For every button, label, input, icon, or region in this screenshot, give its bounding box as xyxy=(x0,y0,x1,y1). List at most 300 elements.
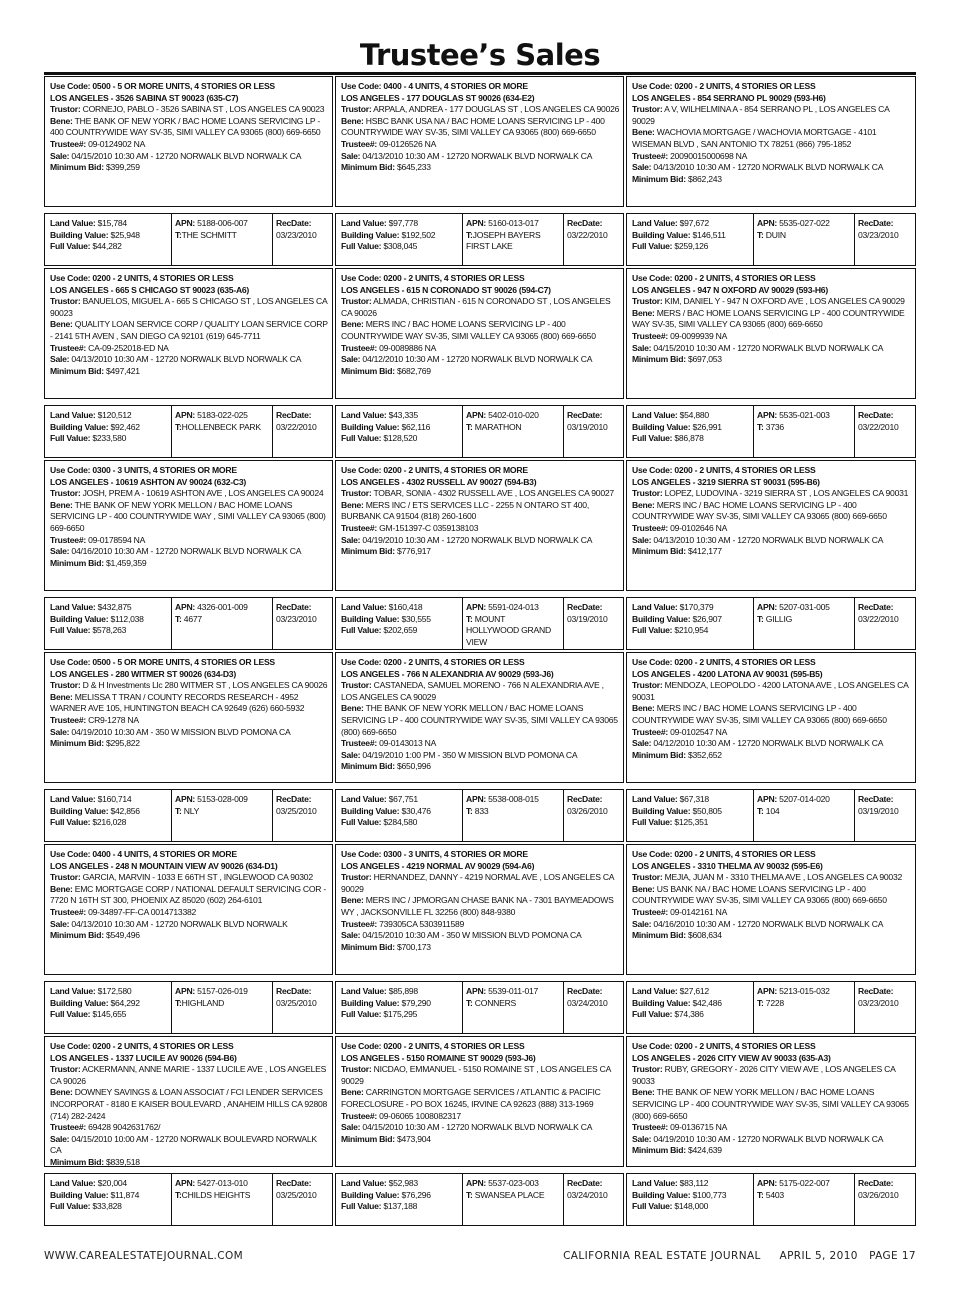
sale-label: Sale: xyxy=(341,150,361,161)
trustee-line xyxy=(50,535,329,547)
recdate-value: 03/26/2010 xyxy=(858,1189,899,1200)
trustor-label: Trustor: xyxy=(632,488,663,499)
trustor-label: Trustor: xyxy=(50,1064,81,1075)
use-code: Use Code: 0200 - 2 UNITS, 4 STORIES OR MORE xyxy=(341,465,528,475)
land-value-label: Land Value: xyxy=(341,410,387,420)
bene-line xyxy=(50,116,329,139)
sale-value: 04/13/2010 10:30 AM - 12720 NORWALK BLVD NORWALK CA xyxy=(360,150,593,161)
trustee-label: Trustee#: xyxy=(632,1122,668,1133)
use-code: Use Code: 0200 - 2 UNITS, 4 STORIES OR LESS xyxy=(341,657,525,667)
land-value: $83,112 xyxy=(677,1178,709,1188)
min-bid-label: Minimum Bid: xyxy=(632,930,686,941)
land-value-label: Land Value: xyxy=(632,602,678,612)
trustee-label: Trustee#: xyxy=(50,906,86,917)
tract-label: T: xyxy=(757,1189,764,1200)
land-value-label: Land Value: xyxy=(632,1178,678,1188)
sale-label: Sale: xyxy=(341,1122,361,1133)
page-title: Trustee’s Sales xyxy=(359,38,601,72)
land-value: $15,784 xyxy=(95,218,127,228)
property-address: LOS ANGELES - 10619 ASHTON AV 90024 (632-C3) xyxy=(50,476,246,487)
trustor-value: MEJIA, JUAN M - 3310 THELMA AVE , LOS ANGELES CA 90032 xyxy=(662,872,903,883)
trustee-label: Trustee#: xyxy=(632,906,668,917)
trustor-label: Trustor: xyxy=(50,680,81,691)
trustee-value: 09-06065 1008082317 xyxy=(376,1110,461,1121)
sale-value: 04/16/2010 10:30 AM - 12720 NORWALK BLVD NORWALK CA xyxy=(69,546,302,557)
bene-label: Bene: xyxy=(50,1087,73,1098)
trustor-label: Trustor: xyxy=(50,872,81,883)
recdate-value: 03/25/2010 xyxy=(276,805,317,816)
values-cell xyxy=(627,214,754,265)
recdate-cell xyxy=(564,406,623,457)
recdate-label: RecDate: xyxy=(858,1178,894,1188)
recdate-label: RecDate: xyxy=(858,218,894,228)
full-value: $137,188 xyxy=(381,1201,418,1212)
trustor-label: Trustor: xyxy=(632,872,663,883)
trustor-label: Trustor: xyxy=(632,680,663,691)
sale-line xyxy=(341,750,620,762)
values-cell xyxy=(336,214,463,265)
trustor-label: Trustor: xyxy=(50,296,81,307)
values-cell xyxy=(627,598,754,649)
recdate-cell xyxy=(564,790,623,841)
apn-label: APN: xyxy=(757,218,778,228)
bene-line xyxy=(341,703,620,738)
full-value-label: Full Value: xyxy=(341,1009,382,1020)
trustor-label: Trustor: xyxy=(341,1064,372,1075)
min-bid-label: Minimum Bid: xyxy=(632,546,686,557)
use-code: Use Code: 0200 - 2 UNITS, 4 STORIES OR LESS xyxy=(341,273,525,283)
property-address: LOS ANGELES - 248 N MOUNTAIN VIEW AV 90026 (634-D1) xyxy=(50,860,278,871)
land-value: $52,983 xyxy=(386,1178,418,1188)
building-value-label: Building Value: xyxy=(341,805,400,816)
sale-line xyxy=(632,343,912,355)
recdate-cell xyxy=(564,598,623,649)
sale-label: Sale: xyxy=(50,918,70,929)
apn-cell xyxy=(172,214,273,265)
apn-cell xyxy=(172,982,273,1033)
trustee-sale-listing xyxy=(44,268,333,458)
apn-label: APN: xyxy=(757,410,778,420)
bene-label: Bene: xyxy=(632,883,655,894)
trustee-label: Trustee#: xyxy=(50,1122,86,1133)
apn-cell xyxy=(463,1174,564,1225)
sale-line xyxy=(50,546,329,558)
min-bid-value: $473,904 xyxy=(394,1133,431,1144)
apn-cell xyxy=(463,214,564,265)
sale-value: 04/19/2010 10:30 AM - 350 W MISSION BLVD POMONA CA xyxy=(69,726,291,737)
recdate-value: 03/22/2010 xyxy=(276,421,317,432)
bene-label: Bene: xyxy=(341,1087,364,1098)
tract-value: 3736 xyxy=(763,421,784,432)
trustee-sale-listing xyxy=(626,460,916,650)
land-value: $27,612 xyxy=(677,986,709,996)
bene-label: Bene: xyxy=(341,499,364,510)
building-value: $30,555 xyxy=(399,613,431,624)
recdate-label: RecDate: xyxy=(567,986,603,996)
min-bid-line xyxy=(50,738,329,750)
sale-line xyxy=(341,930,620,942)
trustor-value: KIM, DANIEL Y - 947 N OXFORD AVE , LOS ANGELES CA 90029 xyxy=(662,296,905,307)
sale-value: 04/12/2010 10:30 AM - 12720 NORWALK BLVD NORWALK CA xyxy=(360,354,593,365)
apn-value: 5207-014-020 xyxy=(777,794,830,804)
recdate-cell xyxy=(273,406,332,457)
building-value-label: Building Value: xyxy=(341,613,400,624)
sale-value: 04/15/2010 10:30 AM - 12720 NORWALK BLVD NORWALK CA xyxy=(360,1122,593,1133)
listing-details xyxy=(335,844,624,975)
bene-line xyxy=(341,116,620,139)
full-value-label: Full Value: xyxy=(50,241,91,252)
min-bid-value: $682,769 xyxy=(394,365,431,376)
sale-value: 04/19/2010 10:30 AM - 12720 NORWALK BLVD NORWALK CA xyxy=(651,1133,884,1144)
building-value: $62,116 xyxy=(399,421,431,432)
full-value-label: Full Value: xyxy=(632,817,673,828)
full-value: $578,263 xyxy=(90,625,127,636)
min-bid-line xyxy=(341,546,620,558)
trustee-sale-listing xyxy=(626,1036,916,1226)
building-value-label: Building Value: xyxy=(50,421,109,432)
use-code: Use Code: 0200 - 2 UNITS, 4 STORIES OR LESS xyxy=(632,1041,816,1051)
bene-label: Bene: xyxy=(50,883,73,894)
use-code: Use Code: 0200 - 2 UNITS, 4 STORIES OR LESS xyxy=(632,81,816,91)
full-value-label: Full Value: xyxy=(632,241,673,252)
bene-label: Bene: xyxy=(632,127,655,138)
sale-value: 04/13/2010 10:30 AM - 12720 NORWALK BLVD NORWALK xyxy=(69,918,288,929)
use-code: Use Code: 0400 - 4 UNITS, 4 STORIES OR MORE xyxy=(50,849,237,859)
trustee-sale-listing xyxy=(44,76,333,266)
tract-label: T: xyxy=(466,997,473,1008)
property-address: LOS ANGELES - 766 N ALEXANDRIA AV 90029 (593-J6) xyxy=(341,668,554,679)
trustor-value: ALMADA, CHRISTIAN - 615 N CORONADO ST , LOS ANGELES CA 90026 xyxy=(341,296,611,318)
trustee-line xyxy=(632,331,912,343)
full-value-label: Full Value: xyxy=(632,625,673,636)
apn-label: APN: xyxy=(466,602,487,612)
use-code: Use Code: 0200 - 2 UNITS, 4 STORIES OR LESS xyxy=(632,273,816,283)
tract-label: T: xyxy=(466,421,473,432)
listing-details xyxy=(44,1036,333,1167)
value-strip xyxy=(626,789,916,842)
sale-label: Sale: xyxy=(341,534,361,545)
tract-label: T: xyxy=(757,805,764,816)
trustee-label: Trustee#: xyxy=(341,522,377,533)
recdate-value: 03/23/2010 xyxy=(276,229,317,240)
trustee-sale-listing xyxy=(626,652,916,842)
tract-value: 5403 xyxy=(763,1189,784,1200)
apn-value: 5207-031-005 xyxy=(777,602,830,612)
listing-details xyxy=(44,76,333,207)
tract-value: 7228 xyxy=(763,997,784,1008)
trustee-sale-listing xyxy=(626,76,916,266)
property-address: LOS ANGELES - 4200 LATONA AV 90031 (595-B5) xyxy=(632,668,823,679)
bene-label: Bene: xyxy=(341,703,364,714)
value-strip xyxy=(44,981,333,1034)
trustor-label: Trustor: xyxy=(632,104,663,115)
trustee-sale-listing xyxy=(335,844,624,1034)
value-strip xyxy=(335,597,624,650)
tract-label: T: xyxy=(757,421,764,432)
trustee-value: CR9-1278 NA xyxy=(85,714,139,725)
listing-details xyxy=(335,76,624,207)
listing-details xyxy=(335,1036,624,1167)
value-strip xyxy=(335,1173,624,1226)
apn-value: 5160-013-017 xyxy=(486,218,539,228)
tract-value: DUIN xyxy=(763,229,786,240)
recdate-value: 03/22/2010 xyxy=(858,613,899,624)
trustee-value: 09-0102547 NA xyxy=(667,726,728,737)
building-value: $42,486 xyxy=(690,997,722,1008)
property-address: LOS ANGELES - 5150 ROMAINE ST 90029 (593-J6) xyxy=(341,1052,536,1063)
tract-label: T: xyxy=(757,229,764,240)
trustee-line xyxy=(341,919,620,931)
min-bid-value: $645,233 xyxy=(394,162,431,173)
sale-label: Sale: xyxy=(341,749,361,760)
trustor-line xyxy=(341,1064,620,1087)
trustee-value: 09-0102646 NA xyxy=(667,522,728,533)
land-value: $85,898 xyxy=(386,986,418,996)
recdate-label: RecDate: xyxy=(567,794,603,804)
sale-line xyxy=(632,738,912,750)
building-value: $112,038 xyxy=(108,613,144,624)
building-value-label: Building Value: xyxy=(50,613,109,624)
property-address: LOS ANGELES - 1337 LUCILE AV 90026 (594-B6) xyxy=(50,1052,237,1063)
full-value: $259,126 xyxy=(672,241,709,252)
building-value: $79,290 xyxy=(399,997,431,1008)
tract-value: 833 xyxy=(472,805,489,816)
sale-line xyxy=(341,1122,620,1134)
values-cell xyxy=(336,598,463,649)
bene-line xyxy=(341,319,620,342)
min-bid-line xyxy=(341,1134,620,1146)
values-cell xyxy=(336,982,463,1033)
full-value-label: Full Value: xyxy=(341,241,382,252)
sale-value: 04/16/2010 10:30 AM - 12720 NORWALK BLVD NORWALK CA xyxy=(651,918,884,929)
property-address: LOS ANGELES - 3310 THELMA AV 90032 (595-E6) xyxy=(632,860,823,871)
bene-line xyxy=(632,703,912,726)
apn-value: 5213-015-032 xyxy=(777,986,830,996)
building-value-label: Building Value: xyxy=(50,229,109,240)
trustor-line xyxy=(632,872,912,884)
recdate-value: 03/25/2010 xyxy=(276,997,317,1008)
apn-value: 5175-022-007 xyxy=(777,1178,830,1188)
trustor-value: MENDOZA, LEOPOLDO - 4200 LATONA AVE , LOS ANGELES CA 90031 xyxy=(632,680,909,702)
trustor-label: Trustor: xyxy=(341,872,372,883)
use-code: Use Code: 0200 - 2 UNITS, 4 STORIES OR LESS xyxy=(50,273,234,283)
trustee-sale-listing xyxy=(44,460,333,650)
building-value: $25,948 xyxy=(108,229,140,240)
apn-value: 5539-011-017 xyxy=(486,986,539,996)
full-value-label: Full Value: xyxy=(50,433,91,444)
apn-cell xyxy=(463,406,564,457)
tract-label: T: xyxy=(757,613,764,624)
listing-details xyxy=(626,268,916,399)
trustee-label: Trustee#: xyxy=(341,918,377,929)
trustee-line xyxy=(50,139,329,151)
values-cell xyxy=(627,1174,754,1225)
trustor-label: Trustor: xyxy=(341,104,372,115)
trustee-label: Trustee#: xyxy=(341,342,377,353)
bene-line xyxy=(632,884,912,907)
apn-value: 5535-021-003 xyxy=(777,410,830,420)
property-address: LOS ANGELES - 177 DOUGLAS ST 90026 (634-E2) xyxy=(341,92,535,103)
sale-label: Sale: xyxy=(341,354,361,365)
trustee-line xyxy=(632,151,912,163)
bene-value: US BANK NA / BAC HOME LOANS SERVICING LP - 400 COUNTRYWIDE WAY SV-35, SIMI VALLEY CA 93065 (800) 669-6650 xyxy=(632,883,887,906)
listing-details xyxy=(335,268,624,399)
trustee-label: Trustee#: xyxy=(341,738,377,749)
listing-details xyxy=(44,652,333,783)
apn-value: 5427-013-010 xyxy=(195,1178,248,1188)
land-value: $432,875 xyxy=(95,602,132,612)
use-code: Use Code: 0300 - 3 UNITS, 4 STORIES OR MORE xyxy=(50,465,237,475)
sale-line xyxy=(50,151,329,163)
use-code: Use Code: 0300 - 3 UNITS, 4 STORIES OR MORE xyxy=(341,849,528,859)
property-address: LOS ANGELES - 665 S CHICAGO ST 90023 (635-A6) xyxy=(50,284,250,295)
min-bid-line xyxy=(632,750,912,762)
trustee-line xyxy=(50,343,329,355)
building-value-label: Building Value: xyxy=(50,1189,109,1200)
property-address: LOS ANGELES - 3219 SIERRA ST 90031 (595-B6) xyxy=(632,476,820,487)
trustor-line xyxy=(632,296,912,308)
title-rule xyxy=(44,72,916,75)
sale-label: Sale: xyxy=(50,726,70,737)
trustee-line xyxy=(341,343,620,355)
sale-label: Sale: xyxy=(341,930,361,941)
recdate-label: RecDate: xyxy=(858,602,894,612)
min-bid-line xyxy=(341,761,620,773)
apn-cell xyxy=(754,214,855,265)
trustee-line xyxy=(632,1122,912,1134)
sale-line xyxy=(50,727,329,739)
min-bid-value: $497,421 xyxy=(103,365,140,376)
building-value-label: Building Value: xyxy=(341,997,400,1008)
value-strip xyxy=(335,213,624,266)
value-strip xyxy=(44,213,333,266)
apn-value: 5157-026-019 xyxy=(195,986,248,996)
min-bid-value: $399,259 xyxy=(103,162,140,173)
sale-label: Sale: xyxy=(632,738,652,749)
apn-cell xyxy=(463,598,564,649)
listing-details xyxy=(626,652,916,783)
sale-value: 04/15/2010 10:30 AM - 12720 NORWALK BLVD NORWALK CA xyxy=(69,150,302,161)
trustee-value: 09-0142161 NA xyxy=(667,906,728,917)
building-value-label: Building Value: xyxy=(50,997,109,1008)
trustor-line xyxy=(50,872,329,884)
bene-value: THE BANK OF NEW YORK MELLON / BAC HOME LOANS SERVICING LP - 400 COUNTRYWIDE WAY SV-35, SIMI VALLEY CA 93065 (800) 669-6650 xyxy=(632,1087,909,1121)
apn-cell xyxy=(754,1174,855,1225)
bene-value: EMC MORTGAGE CORP / NATIONAL DEFAULT SERVICING COR - 7720 N 16TH ST 300, PHOENIX AZ 85020 (602) 264-6101 xyxy=(50,883,326,906)
trustor-value: ACKERMANN, ANNE MARIE - 1337 LUCILE AVE , LOS ANGELES CA 90026 xyxy=(50,1064,327,1086)
sale-line xyxy=(632,1134,912,1146)
full-value: $145,655 xyxy=(90,1009,127,1020)
min-bid-label: Minimum Bid: xyxy=(341,365,395,376)
trustor-line xyxy=(632,680,912,703)
trustee-line xyxy=(341,139,620,151)
recdate-cell xyxy=(564,214,623,265)
trustor-value: A V, WILHELMINA A - 854 SERRANO PL , LOS ANGELES CA 90029 xyxy=(632,104,890,126)
apn-label: APN: xyxy=(466,794,487,804)
trustor-value: CASTANEDA, SAMUEL MORENO - 766 N ALEXANDRIA AVE , LOS ANGELES CA 90029 xyxy=(341,680,604,702)
trustee-value: 20090015000698 NA xyxy=(667,150,748,161)
trustee-sale-listing xyxy=(335,268,624,458)
listing-details xyxy=(44,844,333,975)
min-bid-value: $862,243 xyxy=(685,173,722,184)
bene-line xyxy=(50,692,329,715)
recdate-value: 03/23/2010 xyxy=(276,613,317,624)
apn-label: APN: xyxy=(466,218,487,228)
apn-cell xyxy=(172,1174,273,1225)
sale-value: 04/15/2010 10:30 AM - 12720 NORWALK BLVD NORWALK CA xyxy=(651,342,884,353)
bene-value: DOWNEY SAVINGS & LOAN ASSOCIAT / FCI LENDER SERVICES INCORPORAT - 8180 E KAISER BOULEVARD , ANAHEIM HILLS CA 92808 (714) 282-2424 xyxy=(50,1087,328,1121)
full-value-label: Full Value: xyxy=(632,1009,673,1020)
listing-details xyxy=(44,268,333,399)
recdate-cell xyxy=(273,598,332,649)
sale-value: 04/13/2010 10:30 AM - 12720 NORWALK BLVD NORWALK CA xyxy=(69,354,302,365)
building-value-label: Building Value: xyxy=(50,805,109,816)
min-bid-label: Minimum Bid: xyxy=(341,162,395,173)
min-bid-line xyxy=(632,1145,912,1157)
trustee-label: Trustee#: xyxy=(50,342,86,353)
full-value-label: Full Value: xyxy=(50,1201,91,1212)
trustee-value: CA-09-252018-ED NA xyxy=(85,342,169,353)
bene-line xyxy=(632,308,912,331)
land-value: $67,318 xyxy=(677,794,709,804)
sale-value: 04/19/2010 10:30 AM - 12720 NORWALK BLVD NORWALK CA xyxy=(360,534,593,545)
full-value-label: Full Value: xyxy=(632,433,673,444)
recdate-value: 03/19/2010 xyxy=(567,421,608,432)
apn-cell xyxy=(463,982,564,1033)
building-value: $26,991 xyxy=(690,421,722,432)
apn-cell xyxy=(463,790,564,841)
full-value-label: Full Value: xyxy=(50,817,91,828)
apn-value: 5535-027-022 xyxy=(777,218,830,228)
values-cell xyxy=(336,406,463,457)
bene-label: Bene: xyxy=(341,895,364,906)
full-value-label: Full Value: xyxy=(632,1201,673,1212)
property-address: LOS ANGELES - 4219 NORMAL AV 90029 (594-A6) xyxy=(341,860,535,871)
tract-value: HIGHLAND xyxy=(181,997,225,1008)
tract-label: T: xyxy=(466,613,473,624)
land-value-label: Land Value: xyxy=(50,794,96,804)
bene-line xyxy=(341,1087,620,1110)
bene-line xyxy=(50,884,329,907)
trustee-label: Trustee#: xyxy=(341,1110,377,1121)
trustee-value: 09-0178594 NA xyxy=(85,534,146,545)
land-value-label: Land Value: xyxy=(341,602,387,612)
recdate-label: RecDate: xyxy=(567,218,603,228)
listing-details xyxy=(335,460,624,591)
bene-label: Bene: xyxy=(50,691,73,702)
recdate-label: RecDate: xyxy=(858,410,894,420)
land-value: $20,004 xyxy=(95,1178,127,1188)
listing-column xyxy=(626,76,916,1228)
full-value: $148,000 xyxy=(672,1201,709,1212)
bene-value: QUALITY LOAN SERVICE CORP / QUALITY LOAN SERVICE CORP - 2141 5TH AVEN , SAN DIEGO CA 92101 (619) 645-7711 xyxy=(50,319,328,341)
sale-label: Sale: xyxy=(50,546,70,557)
values-cell xyxy=(45,1174,172,1225)
recdate-label: RecDate: xyxy=(276,410,312,420)
min-bid-value: $424,639 xyxy=(685,1145,722,1156)
listing-column xyxy=(44,76,333,1228)
use-code: Use Code: 0200 - 2 UNITS, 4 STORIES OR LESS xyxy=(632,465,816,475)
values-cell xyxy=(627,790,754,841)
trustor-value: CORNEJO, PABLO - 3526 SABINA ST , LOS ANGELES CA 90023 xyxy=(80,104,325,115)
use-code: Use Code: 0200 - 2 UNITS, 4 STORIES OR LESS xyxy=(50,1041,234,1051)
trustee-sale-listing xyxy=(335,460,624,650)
min-bid-value: $650,996 xyxy=(394,761,431,772)
sale-line xyxy=(50,1134,329,1157)
building-value-label: Building Value: xyxy=(341,1189,400,1200)
use-code: Use Code: 0500 - 5 OR MORE UNITS, 4 STORIES OR LESS xyxy=(50,81,275,91)
apn-cell xyxy=(172,790,273,841)
